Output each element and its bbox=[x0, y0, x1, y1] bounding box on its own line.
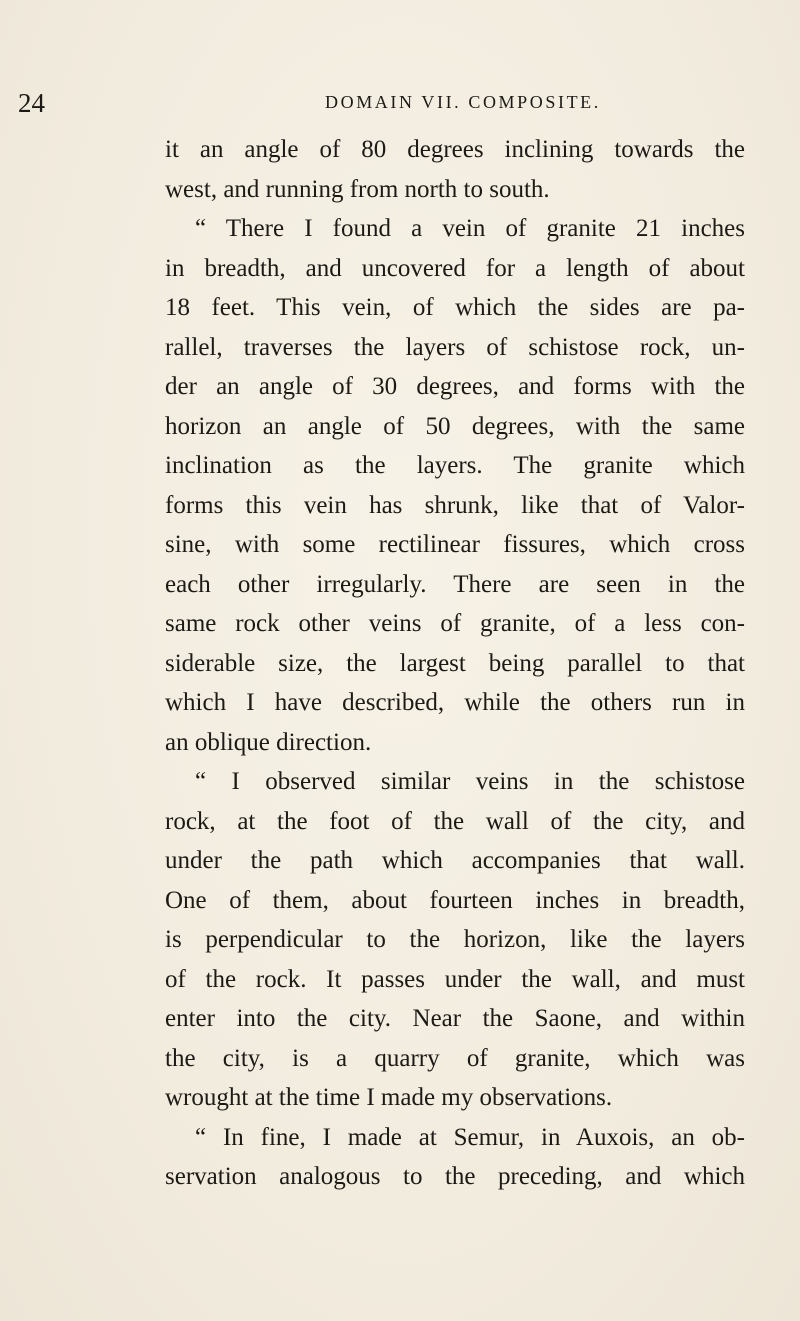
text-line: of the rock. It passes under the wall, and must bbox=[165, 965, 745, 993]
text-line: rallel, traverses the layers of schistose rock, un- bbox=[165, 333, 745, 361]
text-line: rock, at the foot of the wall of the city, and bbox=[165, 807, 745, 835]
text-line: der an angle of 30 degrees, and forms with the bbox=[165, 373, 745, 400]
text-line: forms this vein has shrunk, like that of Valor- bbox=[165, 491, 745, 519]
text-line: it an angle of 80 degrees inclining towards the bbox=[165, 136, 745, 163]
text-line: which I have described, while the others run in bbox=[165, 689, 745, 716]
text-line: each other irregularly. There are seen in the bbox=[165, 570, 745, 598]
text-line: 18 feet. This vein, of which the sides are pa- bbox=[165, 294, 745, 321]
text-line: “ In fine, I made at Semur, in Auxois, an ob- bbox=[195, 1123, 745, 1151]
text-line: is perpendicular to the horizon, like the layers bbox=[165, 926, 745, 953]
text-line: sine, with some rectilinear fissures, which cross bbox=[165, 531, 745, 558]
page-number: 24 bbox=[18, 88, 45, 118]
text-line: servation analogous to the preceding, and which bbox=[165, 1163, 745, 1190]
text-line: horizon an angle of 50 degrees, with the same bbox=[165, 412, 745, 440]
body-text bbox=[165, 130, 745, 1197]
text-line: wrought at the time I made my observations. bbox=[165, 1084, 613, 1111]
text-line: inclination as the layers. The granite which bbox=[165, 452, 745, 479]
text-line: “ There I found a vein of granite 21 inches bbox=[195, 215, 745, 242]
running-head: DOMAIN VII. COMPOSITE. bbox=[325, 92, 601, 112]
text-line: an oblique direction. bbox=[165, 728, 372, 756]
text-line: the city, is a quarry of granite, which was bbox=[165, 1044, 745, 1072]
text-line: enter into the city. Near the Saone, and within bbox=[165, 1005, 745, 1032]
text-line: same rock other veins of granite, of a less con- bbox=[165, 610, 745, 637]
text-line: west, and running from north to south. bbox=[165, 175, 550, 203]
text-line: under the path which accompanies that wall. bbox=[165, 847, 745, 874]
text-line: in breadth, and uncovered for a length of about bbox=[165, 254, 745, 282]
text-line: “ I observed similar veins in the schistose bbox=[195, 768, 745, 795]
text-line: siderable size, the largest being parallel to that bbox=[165, 649, 745, 677]
text-line: One of them, about fourteen inches in breadth, bbox=[165, 886, 745, 914]
